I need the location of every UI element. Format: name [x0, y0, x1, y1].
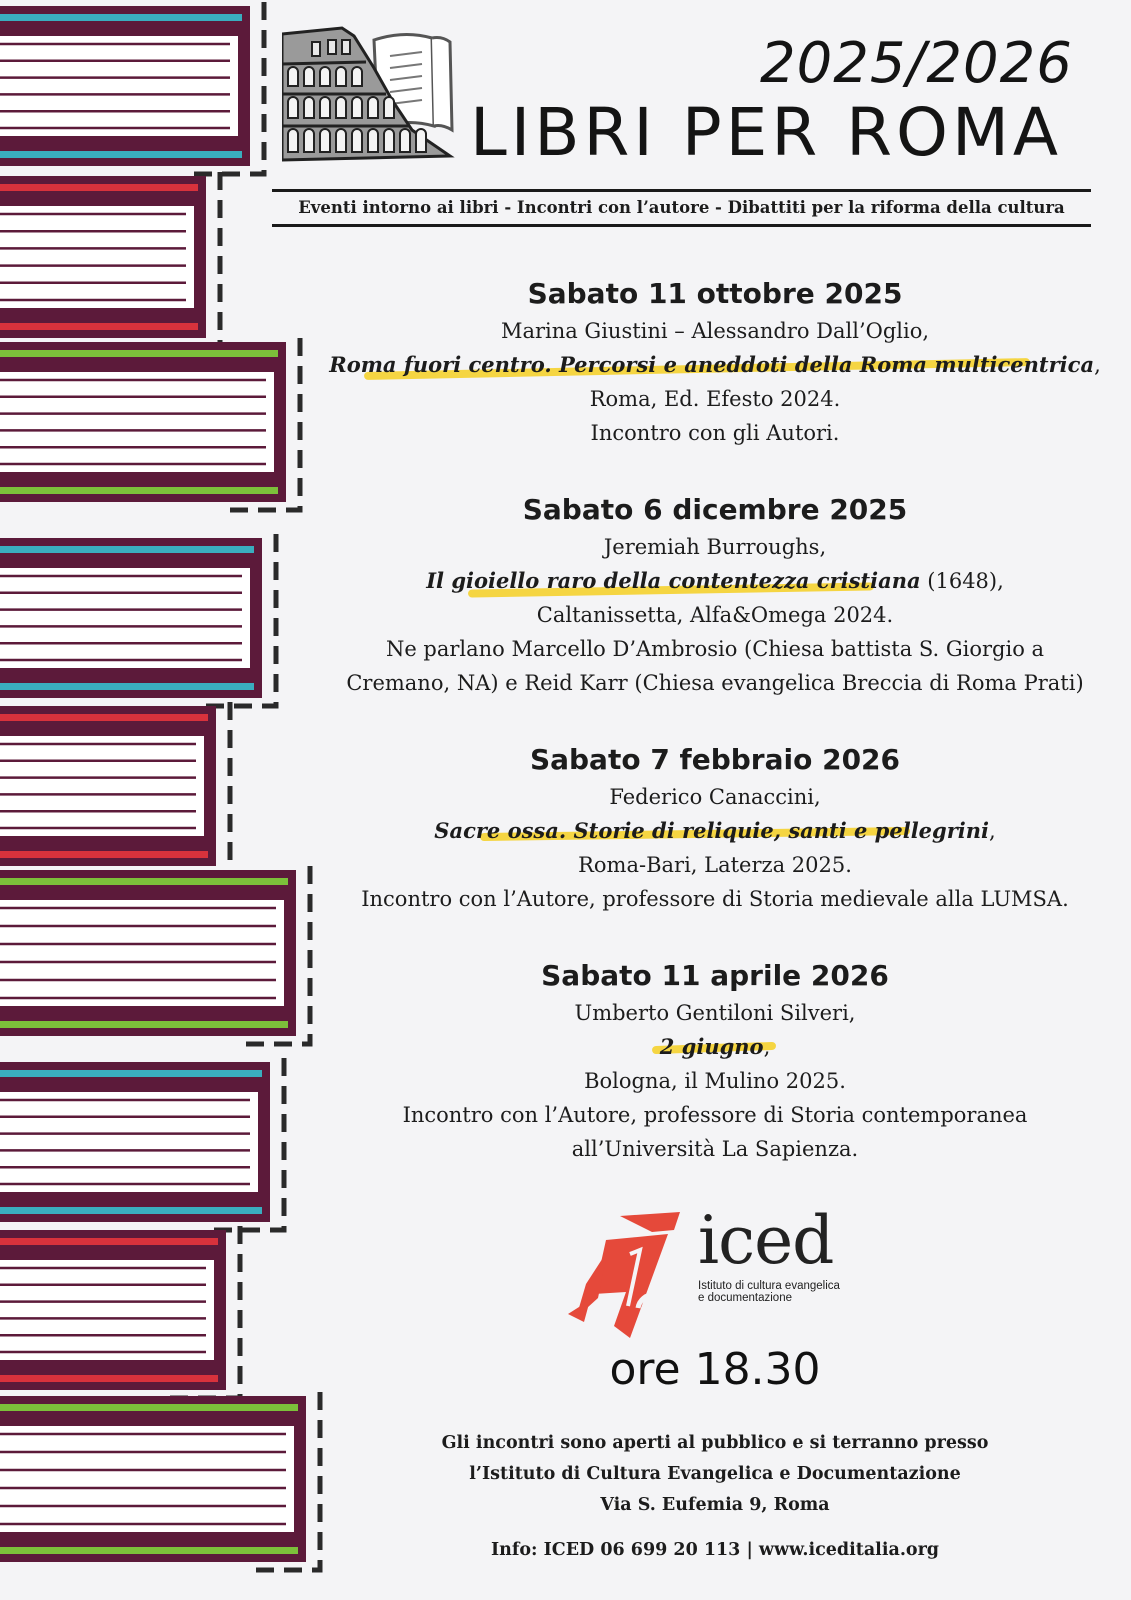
- book-stripe: [0, 714, 208, 721]
- event-note: all’Università La Sapienza.: [571, 1137, 859, 1161]
- event-book-title: Roma fuori centro. Percorsi e aneddoti della Roma multicentrica: [329, 352, 1095, 377]
- event-3: [320, 740, 1110, 916]
- book-stripe: [0, 151, 242, 158]
- event-authors: Umberto Gentiloni Silveri,: [574, 1001, 856, 1025]
- book-stripe: [0, 1207, 262, 1214]
- colosseum-icon: [282, 26, 458, 166]
- event-authors: Marina Giustini – Alessandro Dall’Oglio,: [500, 319, 930, 343]
- book-stripe: [0, 851, 208, 858]
- logo-subtitle: [698, 1280, 888, 1304]
- book-pages: [0, 206, 194, 308]
- tagline-top-rule: [272, 189, 1091, 192]
- book-stripe: [0, 487, 278, 494]
- event-book-title: 2 giugno: [659, 1034, 764, 1059]
- book-stripe: [0, 184, 198, 191]
- event-note: Incontro con gli Autori.: [590, 421, 840, 445]
- tagline-bottom-rule: [272, 224, 1091, 227]
- event-note: Cremano, NA) e Reid Karr (Chiesa evangelica Breccia di Roma Prati): [346, 671, 1084, 695]
- book-stripe: [0, 683, 254, 690]
- page-title: LIBRI PER ROMA: [470, 94, 1063, 171]
- book-stripe: [0, 546, 254, 553]
- book-pages: [0, 372, 274, 472]
- venue-line: Gli incontri sono aperti al pubblico e si terranno presso: [441, 1433, 989, 1453]
- venue-address: Via S. Eufemia 9, Roma: [600, 1495, 830, 1515]
- book-stripe: [0, 1547, 298, 1554]
- logo-subtitle-line: e documentazione: [698, 1292, 792, 1304]
- event-book-suffix: (1648),: [920, 569, 1004, 593]
- event-1: [320, 274, 1110, 450]
- event-time: ore 18.30: [609, 1344, 821, 1395]
- event-authors: Federico Canaccini,: [609, 785, 821, 809]
- event-publisher: Bologna, il Mulino 2025.: [584, 1069, 846, 1093]
- book-stripe: [0, 1375, 218, 1382]
- book-pages: [0, 1260, 214, 1360]
- event-book-suffix: ,: [1094, 353, 1101, 377]
- venue-info: [320, 1428, 1110, 1521]
- event-2: [320, 490, 1110, 700]
- event-note: Ne parlano Marcello D’Ambrosio (Chiesa battista S. Giorgio a: [385, 637, 1045, 661]
- book-stripe: [0, 14, 242, 21]
- venue-line: l’Istituto di Cultura Evangelica e Documentazione: [469, 1464, 961, 1484]
- event-note: Incontro con l’Autore, professore di Storia contemporanea: [402, 1103, 1028, 1127]
- event-publisher: Roma-Bari, Laterza 2025.: [578, 853, 852, 877]
- tagline: Eventi intorno ai libri - Incontri con l’autore - Dibattiti per la riforma della cultura: [298, 198, 1065, 217]
- event-publisher: Roma, Ed. Efesto 2024.: [589, 387, 841, 411]
- season-year: 2025/2026: [760, 31, 1073, 96]
- book-stripe: [0, 878, 288, 885]
- book-stripe: [0, 1238, 218, 1245]
- event-authors: Jeremiah Burroughs,: [603, 535, 827, 559]
- book-stripe: [0, 1404, 298, 1411]
- event-4: [320, 956, 1110, 1166]
- book-pages: [0, 1092, 258, 1192]
- event-book-title: Sacre ossa. Storie di reliquie, santi e pellegrini: [434, 818, 990, 843]
- event-date: Sabato 11 aprile 2026: [541, 959, 889, 992]
- book-stripe: [0, 1070, 262, 1077]
- event-book-suffix: ,: [989, 819, 996, 843]
- book-pages: [0, 736, 204, 836]
- logo-subtitle-line: Istituto di cultura evangelica: [698, 1280, 840, 1292]
- book-stripe: [0, 323, 198, 330]
- book-pages: [0, 900, 284, 1006]
- book-stripe: [0, 350, 278, 357]
- book-stripe: [0, 1021, 288, 1028]
- event-note: Incontro con l’Autore, professore di Storia medievale alla LUMSA.: [361, 887, 1069, 911]
- event-publisher: Caltanissetta, Alfa&Omega 2024.: [536, 603, 894, 627]
- event-book-title: Il gioiello raro della contentezza cristiana: [426, 568, 921, 593]
- event-date: Sabato 11 ottobre 2025: [527, 277, 903, 310]
- book-stack-illustration: [0, 0, 330, 1600]
- iced-logo-icon: [568, 1210, 698, 1340]
- event-date: Sabato 6 dicembre 2025: [522, 493, 908, 526]
- book-pages: [0, 568, 250, 668]
- event-date: Sabato 7 febbraio 2026: [529, 743, 901, 776]
- book-pages: [0, 1426, 294, 1532]
- contact-info: Info: ICED 06 699 20 113 | www.iceditalia.org: [490, 1540, 940, 1560]
- logo-wordmark: iced: [698, 1202, 834, 1279]
- book-pages: [0, 36, 238, 136]
